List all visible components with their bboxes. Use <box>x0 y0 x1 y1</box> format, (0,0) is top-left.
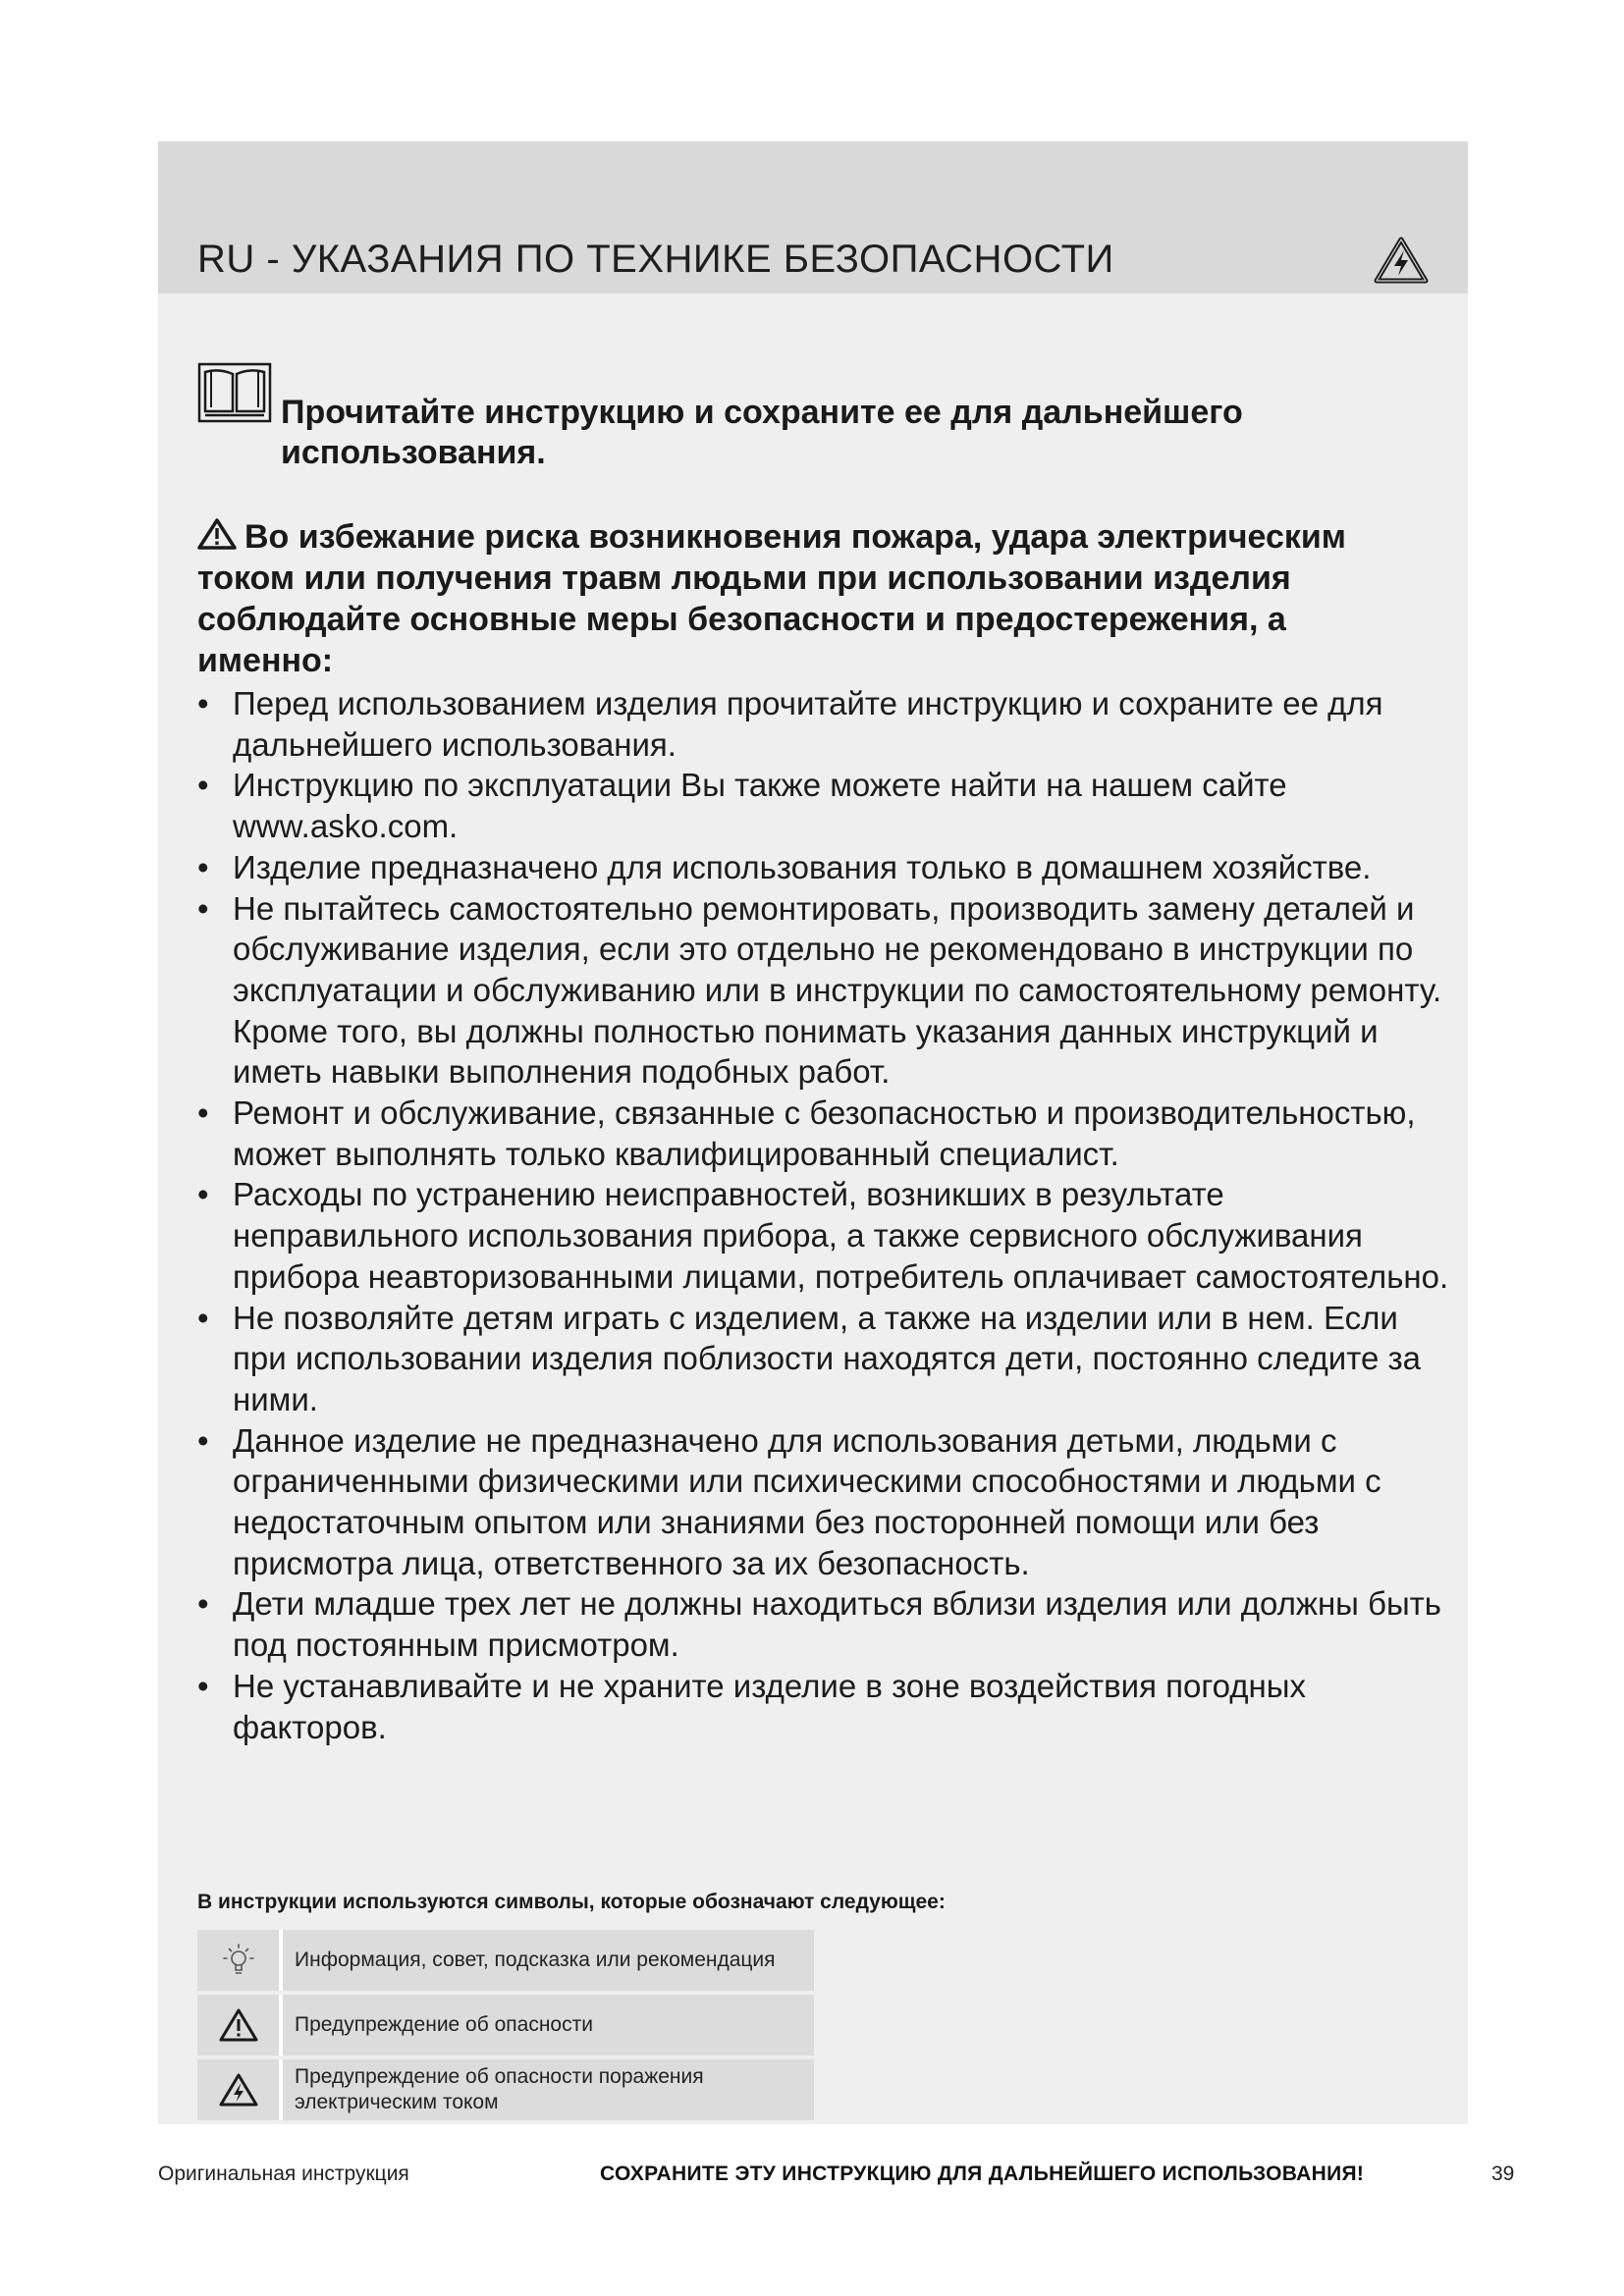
warning-triangle-icon <box>1374 236 1429 285</box>
page-number: 39 <box>1491 2163 1515 2185</box>
list-item: • Изделие предназначено для использования только в домашнем хозяйстве. <box>197 847 1454 888</box>
list-item: • Расходы по устранению неисправностей, возникших в результате неправильного использования прибора, а также сервисного обслуживания прибора неавторизованными лицами, потребитель оплачивает самостоятельно. <box>197 1174 1454 1297</box>
section-title: RU - УКАЗАНИЯ ПО ТЕХНИКЕ БЕЗОПАСНОСТИ <box>197 238 1114 281</box>
symbols-table <box>197 1930 814 2124</box>
symbol-description: Предупреждение об опасности поражения электрическим током <box>283 2059 814 2120</box>
warning-heading-text: Во избежание риска возникновения пожара, удара электрическим током или получения травм людьми при использовании изделия соблюдайте основные меры безопасности и предостережения, а именно: <box>197 518 1346 679</box>
list-item: • Ремонт и обслуживание, связанные с безопасностью и производительностью, может выполнять только квалифицированный специалист. <box>197 1093 1454 1174</box>
header-band <box>158 141 1468 294</box>
list-item: • Инструкцию по эксплуатации Вы также можете найти на нашем сайте www.asko.com. <box>197 765 1454 846</box>
symbol-row <box>197 1930 814 1991</box>
read-instructions-text: Прочитайте инструкцию и сохраните ее для дальнейшего использования. <box>281 394 1243 471</box>
list-item: • Дети младше трех лет не должны находиться вблизи изделия или должны быть под постоянным присмотром. <box>197 1583 1454 1665</box>
symbol-description: Предупреждение об опасности <box>283 1995 814 2056</box>
symbol-description: Информация, совет, подсказка или рекомендация <box>283 1930 814 1991</box>
manual-book-icon <box>197 362 272 423</box>
symbol-row <box>197 1995 814 2056</box>
footer-save-notice: СОХРАНИТЕ ЭТУ ИНСТРУКЦИЮ ДЛЯ ДАЛЬНЕЙШЕГО ИСПОЛЬЗОВАНИЯ! <box>600 2163 1365 2185</box>
list-item: • Не позволяйте детям играть с изделием, а также на изделии или в нем. Если при использовании изделия поблизости находятся дети, постоянно следите за ними. <box>197 1298 1454 1420</box>
symbols-caption: В инструкции используются символы, которые обозначают следующее: <box>197 1891 946 1913</box>
warning-heading <box>197 516 1425 681</box>
safety-bullet-list <box>197 683 1454 1747</box>
list-item: • Не устанавливайте и не храните изделие в зоне воздействия погодных факторов. <box>197 1666 1454 1747</box>
footer-original-instruction: Оригинальная инструкция <box>158 2163 409 2185</box>
warning-triangle-icon <box>219 2007 258 2043</box>
symbol-row <box>197 2059 814 2120</box>
warning-triangle-icon <box>197 517 237 551</box>
electric-warning-icon <box>219 2072 258 2108</box>
lightbulb-icon <box>219 1941 258 1980</box>
list-item: • Данное изделие не предназначено для использования детьми, людьми с ограниченными физическими или психическими способностями и людьми с недостаточным опытом или знаниями без посторонней помощи или без присмотра лица, ответственного за их безопасность. <box>197 1420 1454 1584</box>
list-item: • Не пытайтесь самостоятельно ремонтировать, производить замену деталей и обслуживание изделия, если это отдельно не рекомендовано в инструкции по эксплуатации и обслуживанию или в инструкции по самостоятельному ремонту. Кроме того, вы должны полностью понимать указания данных инструкций и иметь навыки выполнения подобных работ. <box>197 888 1454 1094</box>
safety-panel <box>158 141 1468 2124</box>
list-item: • Перед использованием изделия прочитайте инструкцию и сохраните ее для дальнейшего использования. <box>197 683 1454 765</box>
